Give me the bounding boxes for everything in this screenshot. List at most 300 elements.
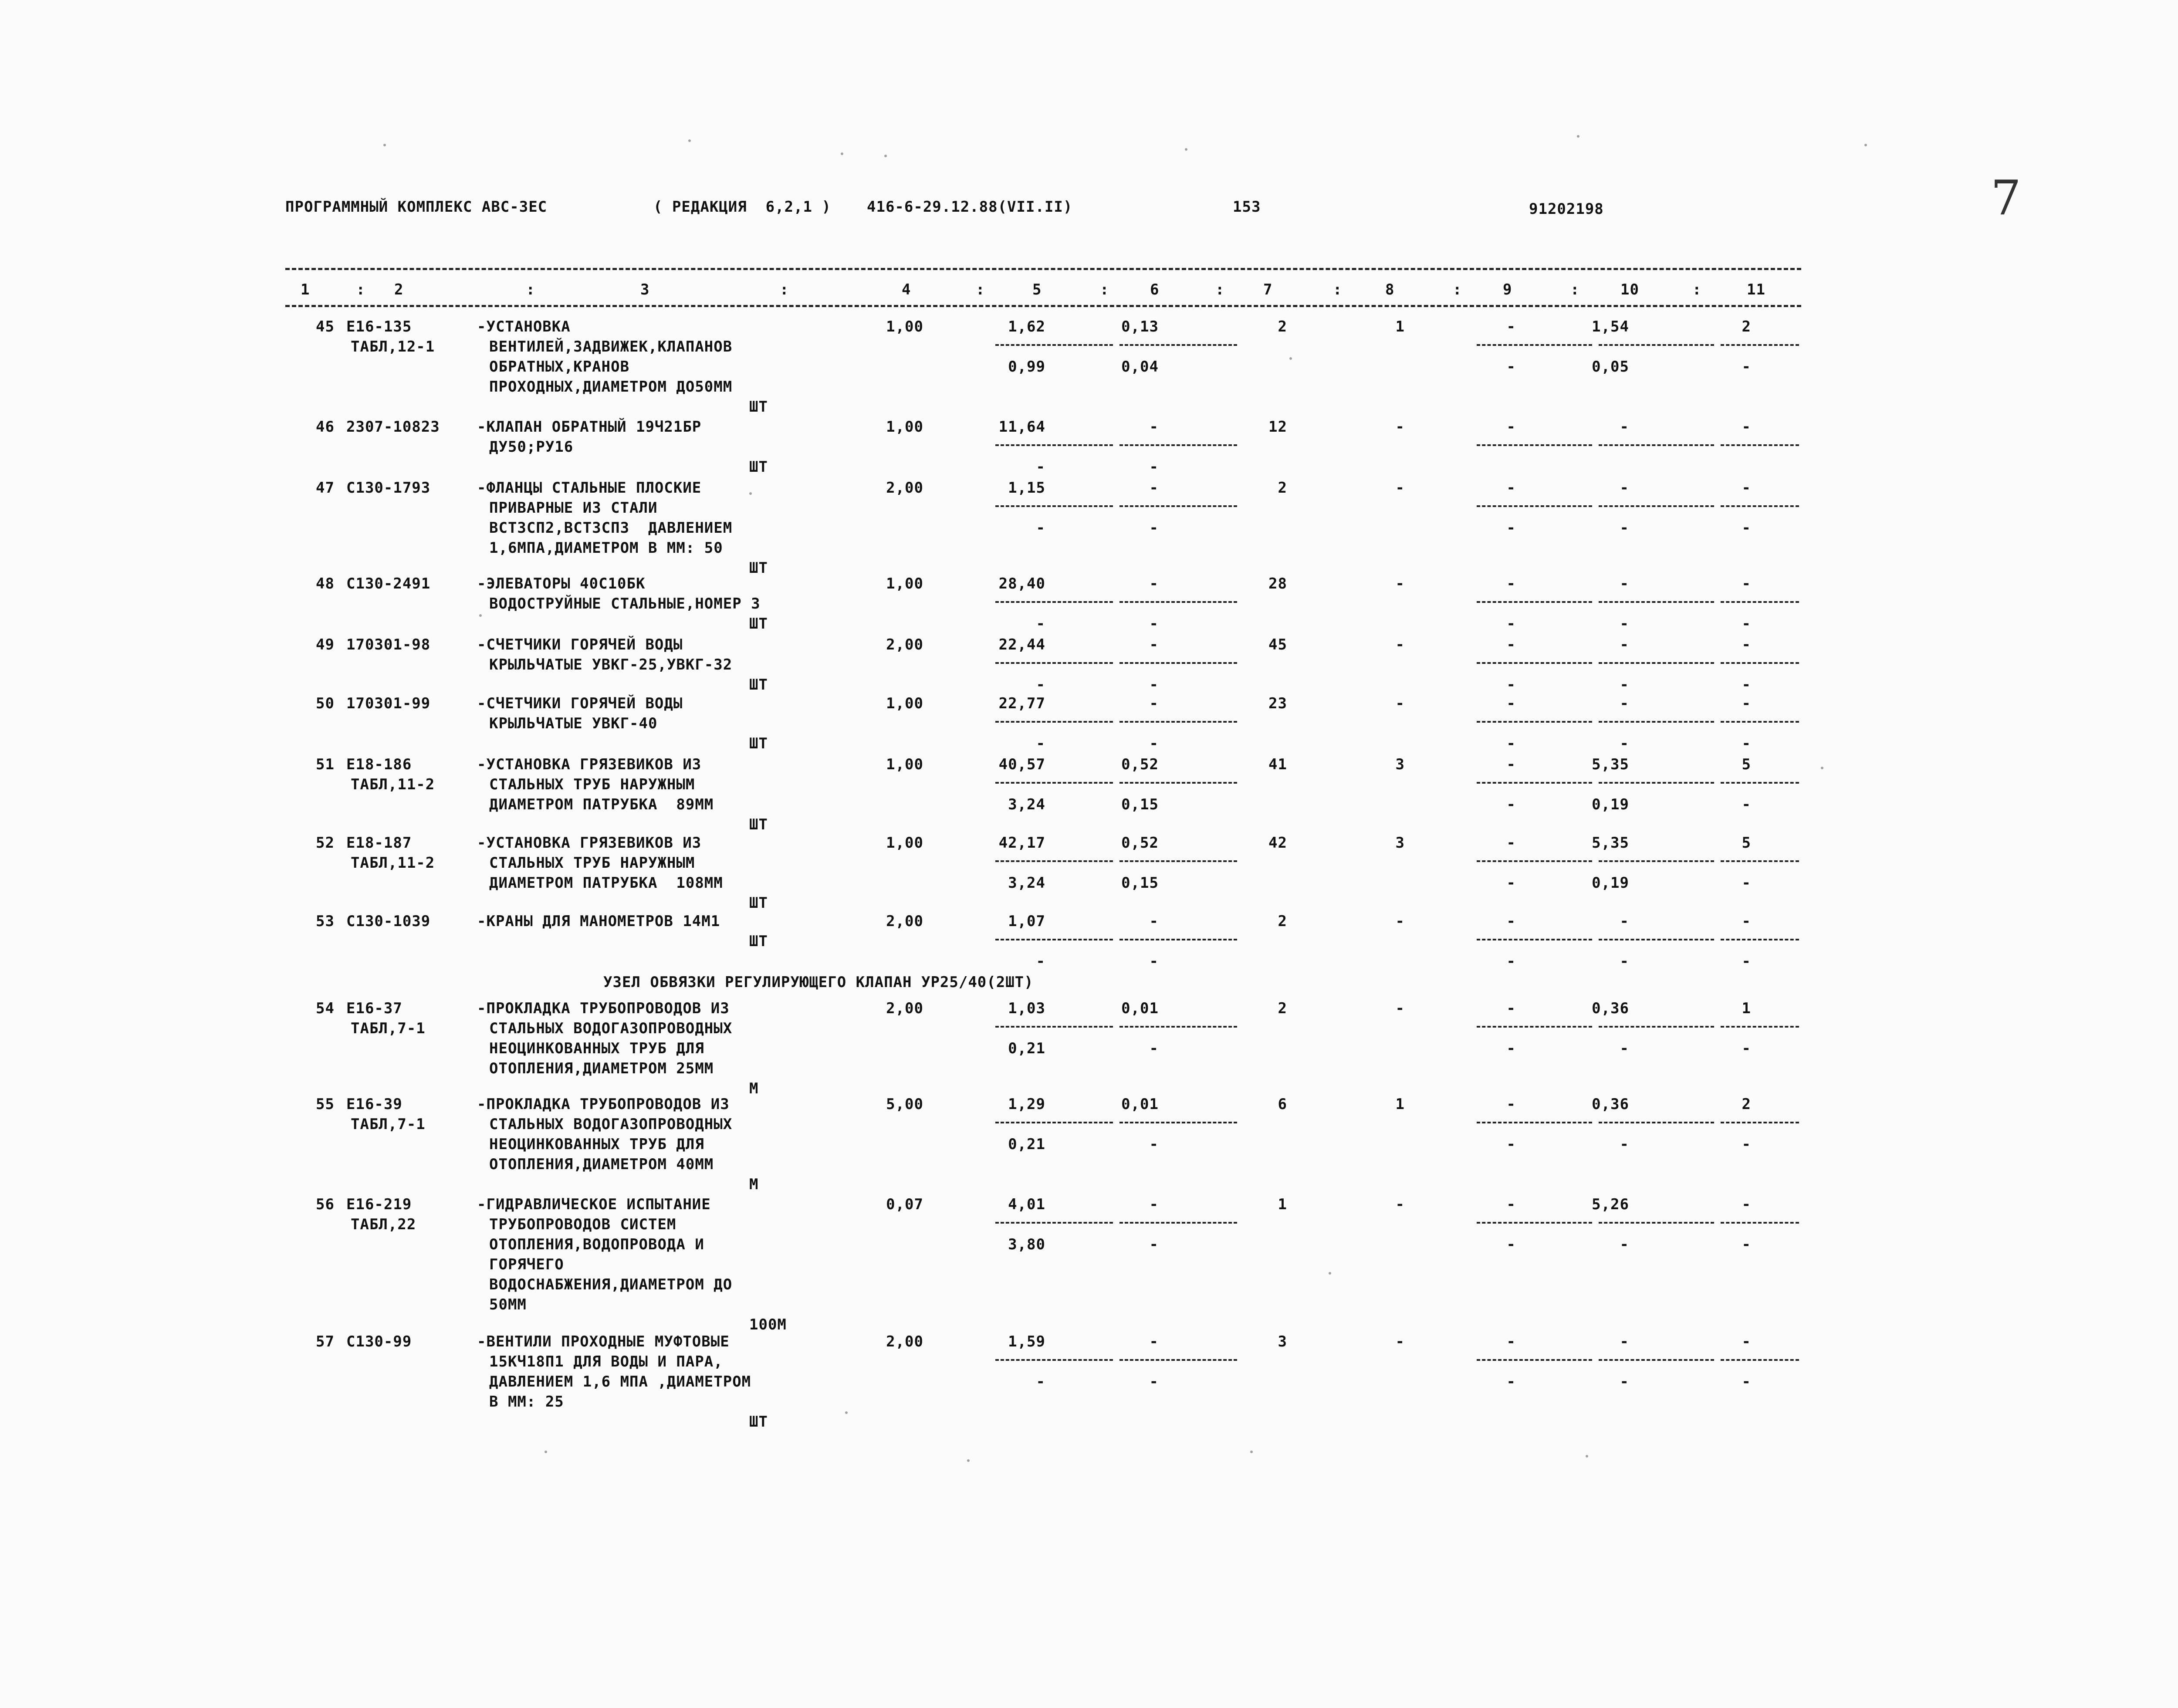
row-code: Е16-135 [346, 318, 412, 335]
value-rule [1721, 1026, 1799, 1028]
row-code: Е16-219 [346, 1196, 412, 1213]
cell-c9b: - [1506, 953, 1516, 970]
cell-c9b: - [1506, 615, 1516, 632]
row-description-line: 50ММ [489, 1296, 527, 1313]
row-description-line: -УСТАНОВКА ГРЯЗЕВИКОВ ИЗ [477, 756, 702, 773]
value-rule [1477, 782, 1592, 784]
row-description-line: ОТОПЛЕНИЯ,ВОДОПРОВОДА И [489, 1236, 704, 1253]
value-rule [1721, 1222, 1799, 1224]
scan-speck [1864, 144, 1867, 146]
cell-c5b: - [1036, 735, 1045, 752]
row-number: 57 [316, 1333, 335, 1350]
value-rule [1477, 939, 1592, 940]
cell-c5: 28,40 [998, 575, 1045, 592]
cell-c8: - [1395, 1333, 1405, 1350]
value-rule [995, 782, 1113, 784]
row-unit: ШТ [749, 458, 768, 476]
value-rule [1721, 1359, 1799, 1361]
cell-c11: - [1742, 418, 1751, 436]
cell-c11b: - [1742, 519, 1751, 537]
value-rule [1119, 505, 1237, 507]
scan-speck [544, 1451, 547, 1453]
row-description-line: ДАВЛЕНИЕМ 1,6 МПА ,ДИАМЕТРОМ [489, 1373, 751, 1390]
cell-c10: - [1620, 418, 1629, 436]
cell-c5: 1,29 [1008, 1096, 1045, 1113]
column-header: 7 [1263, 281, 1273, 298]
cell-c7: 1 [1278, 1196, 1287, 1213]
row-table-ref: ТАБЛ,12-1 [351, 338, 435, 355]
cell-c6b: 0,15 [1121, 796, 1159, 813]
cell-c4: 1,00 [886, 418, 923, 436]
cell-c10b: - [1620, 1236, 1629, 1253]
cell-c5: 22,77 [998, 695, 1045, 712]
row-table-ref: ТАБЛ,11-2 [351, 854, 435, 872]
cell-c6b: 0,04 [1121, 358, 1159, 375]
cell-c5: 1,59 [1008, 1333, 1045, 1350]
row-code: Е18-187 [346, 834, 412, 852]
row-description-line: ВОДОСНАБЖЕНИЯ,ДИАМЕТРОМ ДО [489, 1276, 733, 1293]
scan-speck [1185, 148, 1187, 151]
cell-c11b: - [1742, 874, 1751, 892]
program-title: ПРОГРАММНЫЙ КОМПЛЕКС АВС-3ЕС [285, 198, 548, 216]
row-table-ref: ТАБЛ,11-2 [351, 776, 435, 793]
cell-c5: 40,57 [998, 756, 1045, 773]
cell-c6b: - [1149, 1236, 1159, 1253]
row-description-line: -КРАНЫ ДЛЯ МАНОМЕТРОВ 14М1 [477, 913, 720, 930]
row-number: 52 [316, 834, 335, 852]
cell-c9: - [1506, 575, 1516, 592]
cell-c7: 2 [1278, 318, 1287, 335]
cell-c8: - [1395, 418, 1405, 436]
cell-c9b: - [1506, 874, 1516, 892]
cell-c9: - [1506, 695, 1516, 712]
cell-c10: - [1620, 1333, 1629, 1350]
cell-c5b: 0,21 [1008, 1136, 1045, 1153]
row-description-line: ПРИВАРНЫЕ ИЗ СТАЛИ [489, 499, 658, 517]
cell-c10: - [1620, 913, 1629, 930]
row-number: 51 [316, 756, 335, 773]
cell-c10: 5,35 [1592, 756, 1629, 773]
row-number: 54 [316, 1000, 335, 1017]
cell-c8: - [1395, 636, 1405, 653]
cell-c10: 1,54 [1592, 318, 1629, 335]
cell-c5b: - [1036, 458, 1045, 476]
row-unit: ШТ [749, 1413, 768, 1431]
cell-c4: 1,00 [886, 834, 923, 852]
row-number: 53 [316, 913, 335, 930]
row-number: 46 [316, 418, 335, 436]
value-rule [1599, 601, 1714, 603]
cell-c9b: - [1506, 796, 1516, 813]
row-code: С130-99 [346, 1333, 412, 1350]
value-rule [1119, 1222, 1237, 1224]
scan-speck [967, 1459, 970, 1462]
value-rule [995, 721, 1113, 723]
row-description-line: -ГИДРАВЛИЧЕСКОЕ ИСПЫТАНИЕ [477, 1196, 711, 1213]
cell-c10b: 0,19 [1592, 874, 1629, 892]
cell-c10b: 0,05 [1592, 358, 1629, 375]
cell-c5b: 3,80 [1008, 1236, 1045, 1253]
cell-c7: 41 [1268, 756, 1287, 773]
value-rule [1721, 662, 1799, 664]
cell-c6b: - [1149, 458, 1159, 476]
value-rule [1599, 860, 1714, 862]
row-unit: М [749, 1080, 759, 1097]
row-description-line: СТАЛЬНЫХ ТРУБ НАРУЖНЫМ [489, 854, 695, 872]
value-rule [1721, 505, 1799, 507]
table-top-rule [285, 268, 1801, 270]
row-unit: ШТ [749, 615, 768, 632]
cell-c11: - [1742, 636, 1751, 653]
value-rule [1599, 1122, 1714, 1123]
cell-c8: 3 [1395, 834, 1405, 852]
cell-c9b: - [1506, 1236, 1516, 1253]
cell-c6b: - [1149, 676, 1159, 693]
row-description-line: КРЫЛЬЧАТЫЕ УВКГ-25,УВКГ-32 [489, 656, 733, 673]
cell-c9: - [1506, 1000, 1516, 1017]
cell-c4: 2,00 [886, 636, 923, 653]
cell-c4: 2,00 [886, 913, 923, 930]
cell-c5b: - [1036, 953, 1045, 970]
value-rule [1477, 1026, 1592, 1028]
cell-c5b: 3,24 [1008, 874, 1045, 892]
row-description-line: -ЭЛЕВАТОРЫ 40С10БК [477, 575, 646, 592]
scan-speck [1577, 135, 1579, 138]
value-rule [1119, 1122, 1237, 1123]
cell-c6b: - [1149, 1136, 1159, 1153]
row-code: Е18-186 [346, 756, 412, 773]
cell-c4: 2,00 [886, 479, 923, 497]
row-description-line: -ВЕНТИЛИ ПРОХОДНЫЕ МУФТОВЫЕ [477, 1333, 730, 1350]
row-description-line: ГОРЯЧЕГО [489, 1256, 564, 1273]
column-header: 1 [301, 281, 310, 298]
cell-c10: - [1620, 695, 1629, 712]
cell-c6: - [1149, 636, 1159, 653]
cell-c5b: - [1036, 615, 1045, 632]
cell-c10: 0,36 [1592, 1000, 1629, 1017]
cell-c10b: - [1620, 519, 1629, 537]
value-rule [1599, 662, 1714, 664]
cell-c10: - [1620, 636, 1629, 653]
column-header: 4 [902, 281, 911, 298]
cell-c8: - [1395, 913, 1405, 930]
cell-c8: - [1395, 575, 1405, 592]
cell-c6: 0,01 [1121, 1000, 1159, 1017]
column-header: 11 [1747, 281, 1765, 298]
cell-c8: - [1395, 479, 1405, 497]
value-rule [995, 1122, 1113, 1123]
column-header: 6 [1150, 281, 1160, 298]
value-rule [1477, 860, 1592, 862]
cell-c7: 12 [1268, 418, 1287, 436]
row-description-line: -УСТАНОВКА [477, 318, 571, 335]
row-description-line: ПРОХОДНЫХ,ДИАМЕТРОМ ДО50ММ [489, 378, 733, 396]
cell-c5b: 0,21 [1008, 1040, 1045, 1057]
cell-c6b: - [1149, 953, 1159, 970]
cell-c6b: - [1149, 1373, 1159, 1390]
cell-c9b: - [1506, 1040, 1516, 1057]
scan-speck [1250, 1451, 1253, 1453]
value-rule [995, 505, 1113, 507]
row-description-line: КРЫЛЬЧАТЫЕ УВКГ-40 [489, 715, 658, 732]
row-description-line: СТАЛЬНЫХ ВОДОГАЗОПРОВОДНЫХ [489, 1116, 733, 1133]
row-code: С130-1793 [346, 479, 431, 497]
cell-c11: - [1742, 1333, 1751, 1350]
value-rule [1477, 505, 1592, 507]
scan-speck [1289, 357, 1292, 360]
cell-c5: 1,62 [1008, 318, 1045, 335]
cell-c9: - [1506, 418, 1516, 436]
row-code: С130-1039 [346, 913, 431, 930]
cell-c11b: - [1742, 1040, 1751, 1057]
document-number: 91202198 [1529, 200, 1604, 218]
section-title: УЗЕЛ ОБВЯЗКИ РЕГУЛИРУЮЩЕГО КЛАПАН УР25/40(2ШТ) [603, 974, 1034, 991]
cell-c10b: - [1620, 1040, 1629, 1057]
value-rule [1599, 444, 1714, 446]
cell-c4: 2,00 [886, 1333, 923, 1350]
scan-speck [841, 152, 843, 155]
row-table-ref: ТАБЛ,22 [351, 1216, 416, 1233]
page-number: 153 [1233, 198, 1261, 216]
cell-c6b: - [1149, 615, 1159, 632]
scan-speck [1821, 767, 1823, 769]
column-header: 9 [1503, 281, 1512, 298]
value-rule [1477, 662, 1592, 664]
value-rule [1477, 1122, 1592, 1123]
value-rule [995, 860, 1113, 862]
cell-c6: 0,52 [1121, 834, 1159, 852]
column-header: 3 [640, 281, 650, 298]
row-description-line: 1,6МПА,ДИАМЕТРОМ В ММ: 50 [489, 539, 723, 557]
cell-c10b: - [1620, 676, 1629, 693]
cell-c5b: - [1036, 519, 1045, 537]
value-rule [1599, 344, 1714, 346]
edition-label: ( РЕДАКЦИЯ 6,2,1 ) [653, 198, 831, 216]
cell-c8: - [1395, 695, 1405, 712]
cell-c5b: 3,24 [1008, 796, 1045, 813]
row-code: Е16-37 [346, 1000, 402, 1017]
cell-c5: 1,07 [1008, 913, 1045, 930]
cell-c7: 28 [1268, 575, 1287, 592]
value-rule [995, 444, 1113, 446]
cell-c9: - [1506, 1196, 1516, 1213]
cell-c6: 0,13 [1121, 318, 1159, 335]
row-description-line: ДИАМЕТРОМ ПАТРУБКА 108ММ [489, 874, 723, 892]
cell-c10: 5,26 [1592, 1196, 1629, 1213]
cell-c8: 1 [1395, 318, 1405, 335]
cell-c11b: - [1742, 953, 1751, 970]
cell-c6: - [1149, 695, 1159, 712]
cell-c11b: - [1742, 1136, 1751, 1153]
row-code: С130-2491 [346, 575, 431, 592]
value-rule [1477, 721, 1592, 723]
column-separator: : [1692, 281, 1702, 298]
value-rule [1119, 939, 1237, 940]
row-description-line: 15КЧ18П1 ДЛЯ ВОДЫ И ПАРА, [489, 1353, 723, 1370]
cell-c5b: - [1036, 1373, 1045, 1390]
column-separator: : [1453, 281, 1462, 298]
column-header: 10 [1620, 281, 1639, 298]
cell-c4: 1,00 [886, 756, 923, 773]
scan-speck [1586, 1455, 1588, 1458]
cell-c6b: - [1149, 519, 1159, 537]
value-rule [995, 1359, 1113, 1361]
cell-c9b: - [1506, 358, 1516, 375]
value-rule [1721, 344, 1799, 346]
cell-c5: 42,17 [998, 834, 1045, 852]
value-rule [1477, 344, 1592, 346]
column-separator: : [780, 281, 789, 298]
scan-speck [845, 1411, 848, 1414]
cell-c6: - [1149, 418, 1159, 436]
document-code: 416-6-29.12.88(VII.II) [867, 198, 1073, 216]
value-rule [1477, 601, 1592, 603]
column-header: 5 [1032, 281, 1042, 298]
value-rule [995, 344, 1113, 346]
row-description-line: -ПРОКЛАДКА ТРУБОПРОВОДОВ ИЗ [477, 1096, 730, 1113]
cell-c5b: 0,99 [1008, 358, 1045, 375]
column-header: 2 [394, 281, 404, 298]
cell-c4: 2,00 [886, 1000, 923, 1017]
row-code: Е16-39 [346, 1096, 402, 1113]
row-number: 48 [316, 575, 335, 592]
value-rule [1119, 601, 1237, 603]
row-description-line: В ММ: 25 [489, 1393, 564, 1410]
cell-c6: 0,52 [1121, 756, 1159, 773]
row-code: 170301-98 [346, 636, 431, 653]
row-description-line: ОТОПЛЕНИЯ,ДИАМЕТРОМ 25ММ [489, 1060, 714, 1077]
cell-c7: 2 [1278, 479, 1287, 497]
cell-c6b: - [1149, 1040, 1159, 1057]
cell-c9b: - [1506, 1136, 1516, 1153]
scan-speck [749, 492, 752, 495]
value-rule [995, 1026, 1113, 1028]
cell-c10b: - [1620, 615, 1629, 632]
value-rule [1599, 939, 1714, 940]
cell-c6: - [1149, 1333, 1159, 1350]
cell-c9b: - [1506, 1373, 1516, 1390]
cell-c6: - [1149, 1196, 1159, 1213]
value-rule [1119, 721, 1237, 723]
row-description-line: НЕОЦИНКОВАННЫХ ТРУБ ДЛЯ [489, 1040, 704, 1057]
value-rule [1721, 1122, 1799, 1123]
cell-c10: 5,35 [1592, 834, 1629, 852]
value-rule [1119, 444, 1237, 446]
cell-c5: 11,64 [998, 418, 1045, 436]
cell-c9b: - [1506, 676, 1516, 693]
cell-c8: - [1395, 1000, 1405, 1017]
cell-c8: 1 [1395, 1096, 1405, 1113]
cell-c6: 0,01 [1121, 1096, 1159, 1113]
value-rule [1599, 1026, 1714, 1028]
value-rule [1721, 782, 1799, 784]
scan-speck [383, 144, 386, 146]
cell-c10b: - [1620, 735, 1629, 752]
row-unit: ШТ [749, 398, 768, 416]
row-description-line: ТРУБОПРОВОДОВ СИСТЕМ [489, 1216, 676, 1233]
value-rule [1721, 860, 1799, 862]
cell-c9: - [1506, 834, 1516, 852]
cell-c10b: 0,19 [1592, 796, 1629, 813]
value-rule [1721, 444, 1799, 446]
row-unit: ШТ [749, 735, 768, 752]
row-description-line: -СЧЕТЧИКИ ГОРЯЧЕЙ ВОДЫ [477, 695, 683, 712]
row-number: 56 [316, 1196, 335, 1213]
value-rule [1119, 860, 1237, 862]
cell-c6: - [1149, 575, 1159, 592]
row-description-line: -УСТАНОВКА ГРЯЗЕВИКОВ ИЗ [477, 834, 702, 852]
row-table-ref: ТАБЛ,7-1 [351, 1020, 426, 1037]
row-unit: ШТ [749, 559, 768, 577]
cell-c10: 0,36 [1592, 1096, 1629, 1113]
cell-c11: - [1742, 575, 1751, 592]
cell-c11b: - [1742, 796, 1751, 813]
row-description-line: -ФЛАНЦЫ СТАЛЬНЫЕ ПЛОСКИЕ [477, 479, 702, 497]
cell-c7: 2 [1278, 1000, 1287, 1017]
cell-c10b: - [1620, 1373, 1629, 1390]
cell-c6: - [1149, 913, 1159, 930]
column-separator: : [526, 281, 535, 298]
cell-c7: 23 [1268, 695, 1287, 712]
cell-c11: 2 [1742, 1096, 1751, 1113]
cell-c11b: - [1742, 1236, 1751, 1253]
value-rule [1599, 1359, 1714, 1361]
cell-c5: 22,44 [998, 636, 1045, 653]
column-separator: : [356, 281, 365, 298]
cell-c5: 1,03 [1008, 1000, 1045, 1017]
row-description-line: -СЧЕТЧИКИ ГОРЯЧЕЙ ВОДЫ [477, 636, 683, 653]
column-separator: : [1100, 281, 1109, 298]
cell-c7: 45 [1268, 636, 1287, 653]
value-rule [1599, 505, 1714, 507]
cell-c11b: - [1742, 735, 1751, 752]
value-rule [1119, 782, 1237, 784]
cell-c4: 1,00 [886, 575, 923, 592]
row-description-line: ОТОПЛЕНИЯ,ДИАМЕТРОМ 40ММ [489, 1156, 714, 1173]
value-rule [1119, 1359, 1237, 1361]
corner-handwritten-mark: 7 [1991, 170, 2021, 226]
cell-c11b: - [1742, 1373, 1751, 1390]
scan-speck [479, 614, 482, 617]
cell-c10b: - [1620, 1136, 1629, 1153]
value-rule [1477, 1222, 1592, 1224]
value-rule [1119, 1026, 1237, 1028]
value-rule [1599, 782, 1714, 784]
cell-c11b: - [1742, 615, 1751, 632]
row-number: 49 [316, 636, 335, 653]
cell-c9: - [1506, 1096, 1516, 1113]
row-description-line: СТАЛЬНЫХ ТРУБ НАРУЖНЫМ [489, 776, 695, 793]
cell-c11b: - [1742, 676, 1751, 693]
cell-c7: 42 [1268, 834, 1287, 852]
row-unit: 100М [749, 1316, 787, 1333]
cell-c9b: - [1506, 735, 1516, 752]
cell-c9: - [1506, 479, 1516, 497]
row-description-line: ВЕНТИЛЕЙ,ЗАДВИЖЕК,КЛАПАНОВ [489, 338, 733, 355]
cell-c11: 5 [1742, 834, 1751, 852]
cell-c4: 1,00 [886, 318, 923, 335]
row-code: 170301-99 [346, 695, 431, 712]
value-rule [1599, 721, 1714, 723]
row-table-ref: ТАБЛ,7-1 [351, 1116, 426, 1133]
value-rule [995, 601, 1113, 603]
cell-c9: - [1506, 1333, 1516, 1350]
cell-c9: - [1506, 913, 1516, 930]
cell-c5: 1,15 [1008, 479, 1045, 497]
cell-c9: - [1506, 756, 1516, 773]
value-rule [1721, 721, 1799, 723]
table-header-rule [285, 305, 1801, 307]
